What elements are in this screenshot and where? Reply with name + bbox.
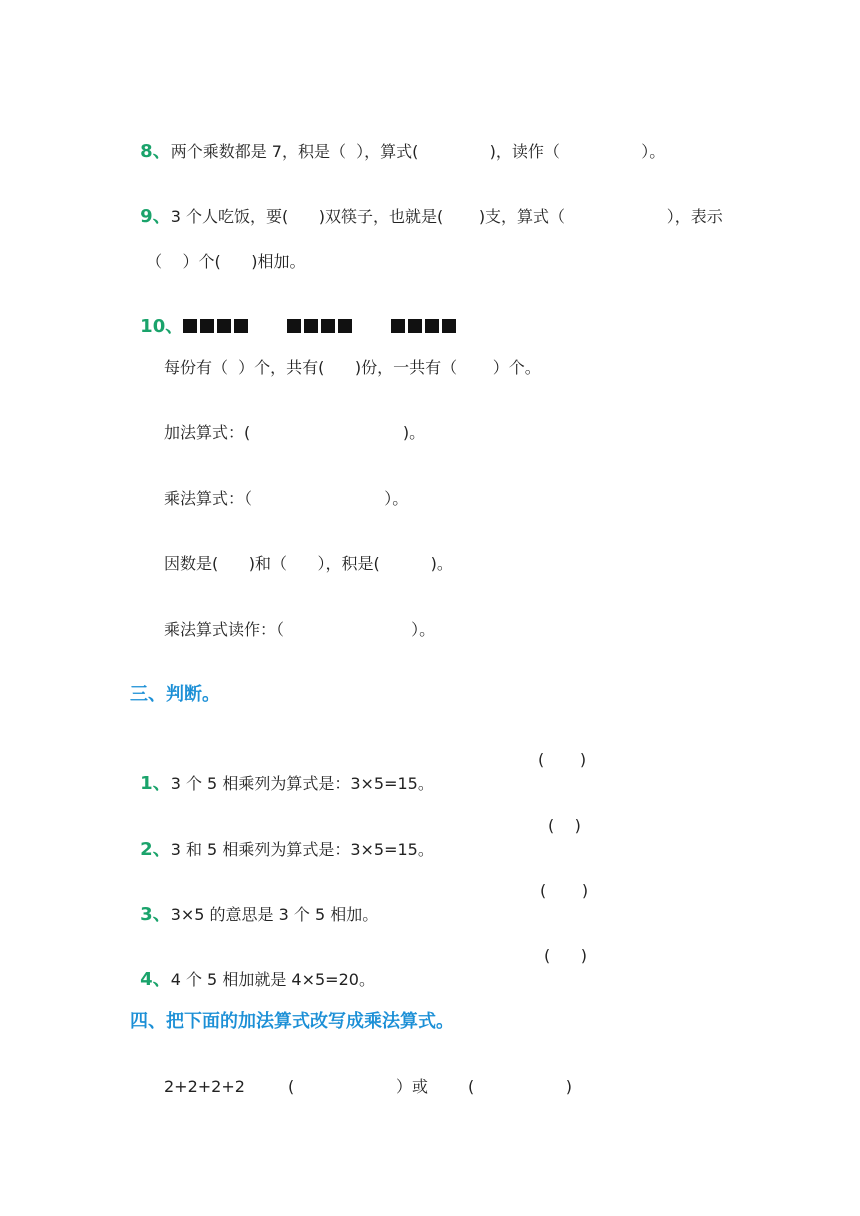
answer-paren: ( )	[544, 946, 587, 965]
question-9-line1	[130, 181, 723, 229]
question-text: 两个乘数都是 7，积是（ ），算式( )，读作（ ）。	[170, 142, 666, 161]
square-icon	[321, 319, 335, 333]
square-icon	[183, 319, 197, 333]
question-number: 10、	[140, 316, 184, 337]
question-number: 1、	[140, 773, 171, 794]
question-text: 3 和 5 相乘列为算式是：3×5=15。	[170, 840, 434, 859]
judge-item-2	[130, 814, 434, 862]
judge-item-3	[130, 879, 378, 927]
question-8	[130, 116, 665, 164]
q10-line2: 加法算式：( )。	[164, 423, 426, 442]
answer-paren: ( )	[548, 816, 581, 835]
rewrite-blank-2: ( )	[468, 1077, 573, 1096]
judge-item-1	[130, 748, 434, 796]
question-10-header	[130, 291, 495, 339]
square-icon	[408, 319, 422, 333]
question-number: 9、	[140, 206, 171, 227]
square-group	[287, 315, 355, 339]
square-icon	[234, 319, 248, 333]
rewrite-blank-1: ( ）或	[288, 1077, 428, 1096]
section-3-title: 三、判断。	[130, 684, 220, 705]
square-icon	[391, 319, 405, 333]
square-icon	[287, 319, 301, 333]
question-number: 3、	[140, 904, 171, 925]
answer-paren: ( )	[540, 881, 589, 900]
square-icon	[217, 319, 231, 333]
question-number: 2、	[140, 839, 171, 860]
answer-paren: ( )	[538, 750, 587, 769]
q10-line3: 乘法算式：（ ）。	[164, 489, 409, 508]
question-text: （ ）个( )相加。	[146, 252, 306, 271]
question-9-line2	[136, 226, 306, 274]
square-group	[391, 315, 459, 339]
square-icon	[304, 319, 318, 333]
q10-line4: 因数是( )和（ ），积是( )。	[164, 554, 453, 573]
square-group	[183, 315, 251, 339]
question-text: 4 个 5 相加就是 4×5=20。	[170, 970, 375, 989]
q10-line5: 乘法算式读作：（ ）。	[164, 620, 436, 639]
question-text: 3 个人吃饭，要( )双筷子，也就是( )支，算式（ ），表示	[170, 207, 723, 226]
question-number: 8、	[140, 141, 171, 162]
question-number: 4、	[140, 969, 171, 990]
q10-line1: 每份有（ ）个，共有( )份，一共有（ ）个。	[164, 358, 541, 377]
question-text: 3 个 5 相乘列为算式是：3×5=15。	[170, 774, 434, 793]
question-text: 3×5 的意思是 3 个 5 相加。	[170, 905, 379, 924]
judge-item-4	[130, 944, 375, 992]
square-icon	[442, 319, 456, 333]
square-icon	[425, 319, 439, 333]
rewrite-expression: 2+2+2+2	[164, 1077, 245, 1096]
section-4-title: 四、把下面的加法算式改写成乘法算式。	[130, 1011, 454, 1032]
square-icon	[338, 319, 352, 333]
square-icon	[200, 319, 214, 333]
